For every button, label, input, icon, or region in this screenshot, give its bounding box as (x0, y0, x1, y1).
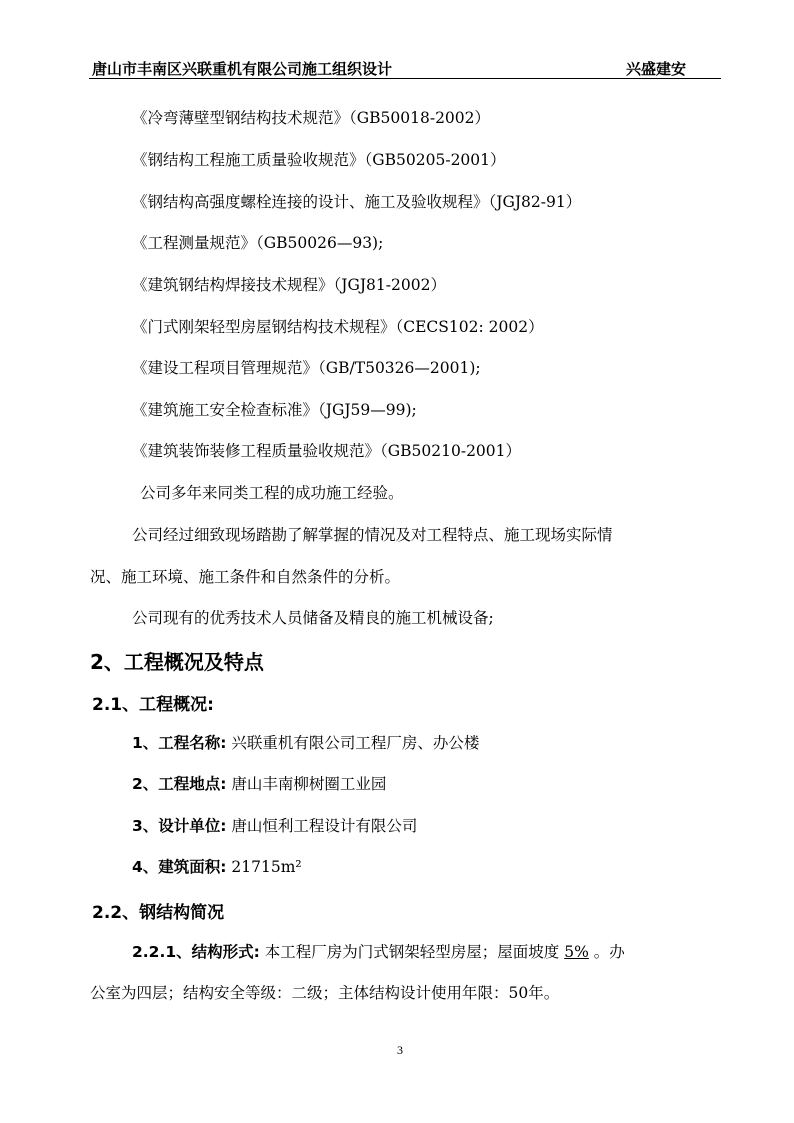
page-number: 3 (397, 1043, 403, 1057)
paragraph-resources: 公司现有的优秀技术人员储备及精良的施工机械设备; (132, 609, 494, 627)
reference-3: 《钢结构高强度螺栓连接的设计、施工及验收规程》（JGJ82-91） (132, 193, 582, 211)
reference-9: 《建筑装饰装修工程质量验收规范》（GB50210-2001） (132, 442, 522, 460)
reference-6: 《门式刚架轻型房屋钢结构技术规程》（CECS102: 2002） (132, 318, 544, 336)
project-name-value: 兴联重机有限公司工程厂房、办公楼 (231, 734, 480, 752)
structure-form-text-end: 。办 (593, 943, 625, 961)
paragraph-experience: 公司多年来同类工程的成功施工经验。 (140, 484, 404, 502)
design-unit-label: 3、设计单位: (132, 817, 227, 835)
design-unit-item (132, 816, 417, 836)
section-2-2-heading: 2.2、钢结构简况 (92, 903, 225, 923)
paragraph-survey-line2: 况、施工环境、施工条件和自然条件的分析。 (90, 568, 401, 586)
project-name-label: 1、工程名称: (132, 734, 227, 752)
structure-form-text: 本工程厂房为门式钢架轻型房屋；屋面坡度 (264, 943, 560, 961)
paragraph-survey-line1: 公司经过细致现场踏勘了解掌握的情况及对工程特点、施工现场实际情 (132, 526, 613, 544)
structure-form-line1 (132, 942, 625, 962)
design-unit-value: 唐山恒利工程设计有限公司 (231, 817, 418, 835)
header-rule (89, 78, 721, 79)
section-2-1-heading: 2.1、工程概况: (92, 695, 214, 715)
reference-2: 《钢结构工程施工质量验收规范》（GB50205-2001） (132, 151, 506, 169)
structure-form-line2: 公室为四层；结构安全等级：二级；主体结构设计使用年限：50年。 (90, 984, 560, 1002)
project-location-item (132, 774, 386, 794)
header-company: 兴盛建安 (626, 60, 687, 78)
structure-form-label: 2.2.1、结构形式: (132, 943, 260, 961)
section-2-heading: 2、工程概况及特点 (90, 650, 264, 674)
project-location-label: 2、工程地点: (132, 775, 227, 793)
reference-5: 《建筑钢结构焊接技术规程》（JGJ81-2002） (132, 276, 446, 294)
reference-1: 《冷弯薄壁型钢结构技术规范》（GB50018-2002） (132, 109, 491, 127)
project-location-value: 唐山丰南柳树圈工业园 (231, 775, 387, 793)
reference-7: 《建设工程项目管理规范》（GB/T50326—2001); (132, 359, 481, 377)
building-area-item (132, 857, 302, 877)
building-area-value: 21715m² (231, 858, 302, 876)
roof-slope-value: 5% (564, 943, 589, 961)
building-area-label: 4、建筑面积: (132, 858, 227, 876)
reference-4: 《工程测量规范》（GB50026—93); (132, 234, 384, 252)
project-name-item (132, 733, 479, 753)
reference-8: 《建筑施工安全检查标准》（JGJ59—99); (132, 401, 417, 419)
header-title: 唐山市丰南区兴联重机有限公司施工组织设计 (92, 60, 393, 78)
